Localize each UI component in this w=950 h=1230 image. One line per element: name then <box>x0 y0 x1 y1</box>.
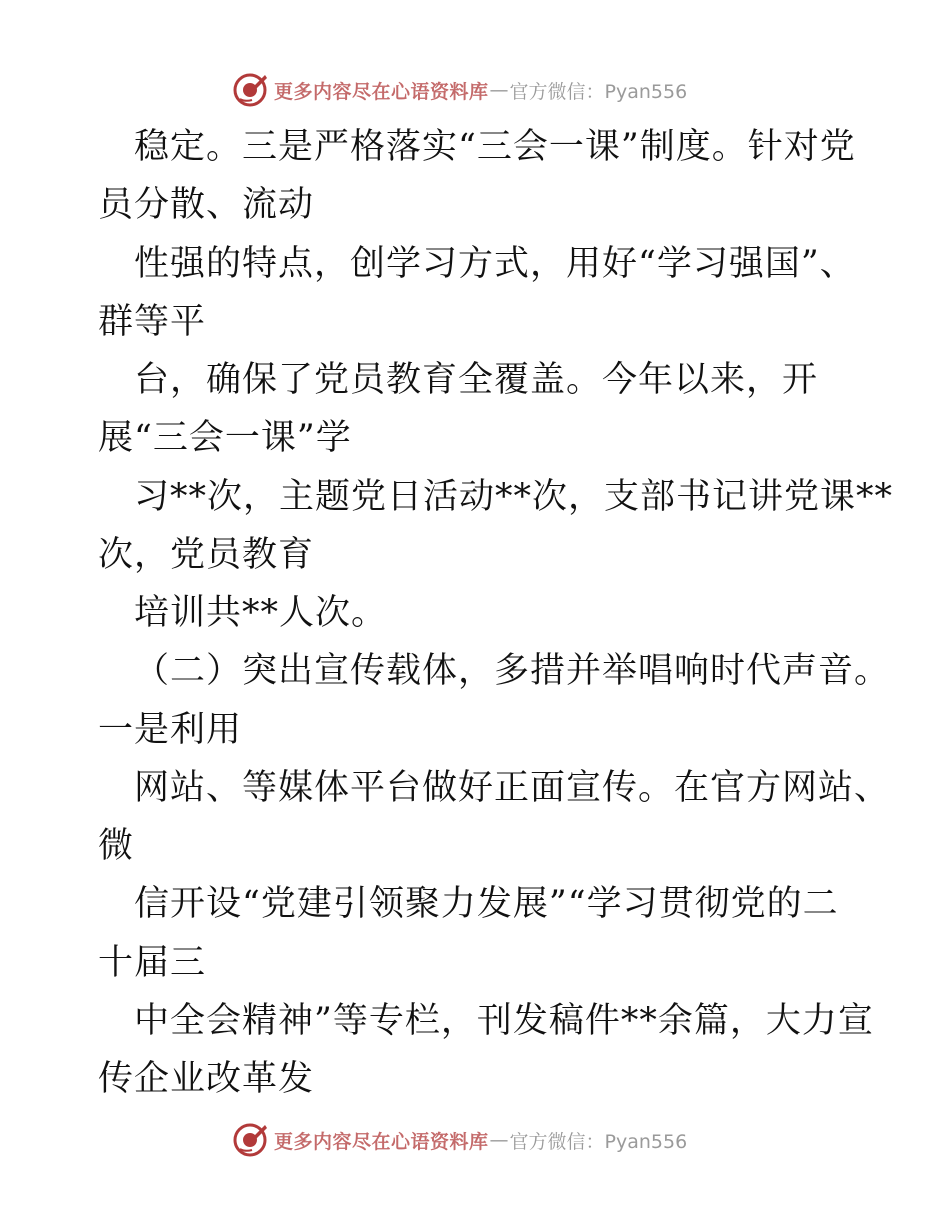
body-line-9: 培训共**人次。 <box>134 593 388 633</box>
body-line-12: 网站、等媒体平台做好正面宣传。在官方网站、 <box>134 768 891 808</box>
body-line-4: 群等平 <box>98 302 207 342</box>
header-dash: — <box>489 79 509 101</box>
body-line-6: 展“三会一课”学 <box>98 418 352 458</box>
body-line-5: 台，确保了党员教育全覆盖。今年以来，开 <box>134 360 819 400</box>
header-brand-text: 更多内容尽在心语资料库 <box>274 80 489 103</box>
footer-dash: — <box>489 1129 509 1151</box>
body-line-7: 习**次，主题党日活动**次，支部书记讲党课** <box>134 477 894 517</box>
body-line-17: 传企业改革发 <box>98 1059 315 1099</box>
body-line-15: 十届三 <box>98 943 207 983</box>
body-line-1: 稳定。三是严格落实“三会一课”制度。针对党 <box>134 127 856 167</box>
body-line-2: 员分散、流动 <box>98 185 315 225</box>
header-contact-text: 官方微信：Pyan556 <box>509 80 688 103</box>
body-line-16: 中全会精神”等专栏，刊发稿件**余篇，大力宣 <box>134 1001 874 1041</box>
logo-icon <box>232 1122 268 1158</box>
footer-watermark-banner <box>232 1120 687 1160</box>
header-watermark-banner <box>232 70 687 110</box>
body-line-13: 微 <box>98 826 135 866</box>
body-line-10: （二）突出宣传载体，多措并举唱响时代声音。 <box>134 651 891 691</box>
body-line-8: 次，党员教育 <box>98 535 315 575</box>
body-line-14: 信开设“党建引领聚力发展”“学习贯彻党的二 <box>134 884 839 924</box>
footer-contact-text: 官方微信：Pyan556 <box>509 1130 688 1153</box>
footer-brand-text: 更多内容尽在心语资料库 <box>274 1130 489 1153</box>
body-line-11: 一是利用 <box>98 710 243 750</box>
logo-icon <box>232 72 268 108</box>
body-line-3: 性强的特点，创学习方式，用好“学习强国”、 <box>134 244 856 284</box>
